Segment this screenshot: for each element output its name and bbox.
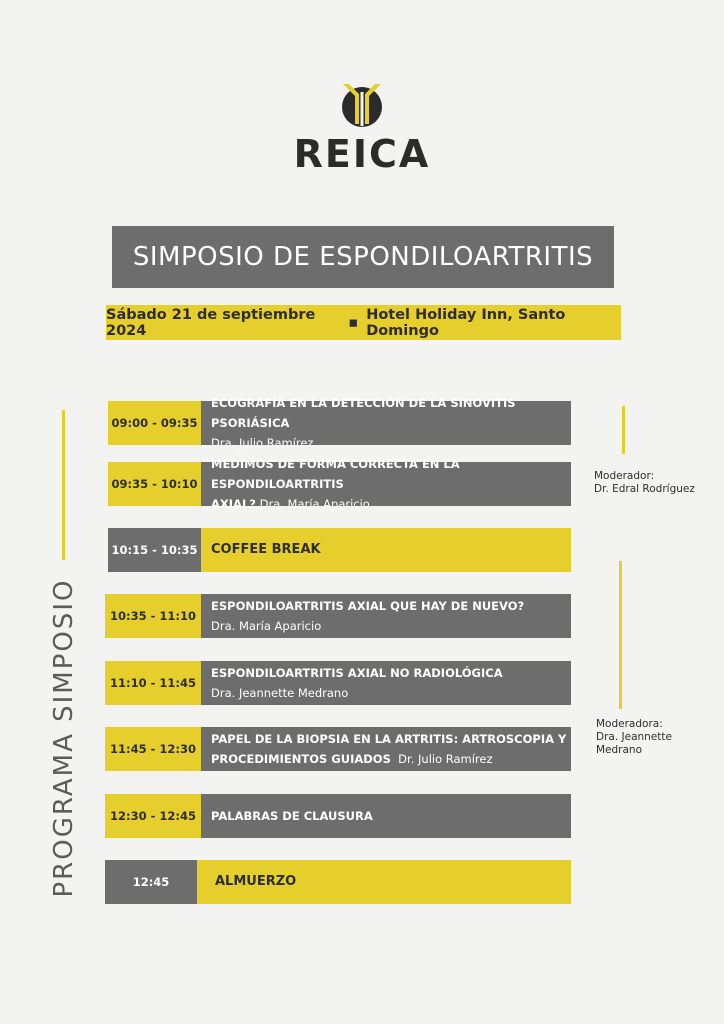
session-title: COFFEE BREAK xyxy=(211,542,321,557)
session-speaker: Dra. Julio Ramírez xyxy=(211,436,314,450)
session-title: ESPONDILOARTRITIS AXIAL NO RADIOLÓGICA xyxy=(211,666,503,680)
schedule-time: 10:15 - 10:35 xyxy=(108,528,201,572)
page-title: SIMPOSIO DE ESPONDILOARTRITIS xyxy=(112,226,614,288)
schedule-content xyxy=(197,860,571,904)
schedule-row xyxy=(108,457,571,511)
event-info xyxy=(106,305,621,340)
schedule-row xyxy=(105,661,571,705)
schedule-content xyxy=(201,727,571,771)
session-title-cont: AXIAL? xyxy=(211,497,256,511)
session-title: ALMUERZO xyxy=(215,874,297,889)
schedule-row xyxy=(105,860,571,904)
event-venue: Hotel Holiday Inn, Santo Domingo xyxy=(366,306,566,339)
schedule-time: 12:30 - 12:45 xyxy=(105,794,201,838)
session-speaker: Dra. María Aparicio xyxy=(211,619,322,633)
session-title: ECOGRAFÍA EN LA DETECCIÓN DE LA SINOVITIS PSORIÁSICA xyxy=(211,396,516,430)
schedule-content xyxy=(201,396,571,450)
schedule-row xyxy=(105,594,571,638)
reica-emblem-icon xyxy=(337,78,387,128)
schedule-content xyxy=(201,457,571,511)
moderator-2 xyxy=(596,718,672,757)
moderator-name: Dr. Edral Rodríguez xyxy=(594,483,695,495)
session-title: PAPEL DE LA BIOPSIA EN LA ARTRITIS: ARTROSCOPIA Y xyxy=(211,732,567,746)
event-date: Sábado 21 de septiembre 2024 xyxy=(106,306,316,339)
side-title: PROGRAMA SIMPOSIO xyxy=(49,578,79,898)
schedule-time: 12:45 xyxy=(105,860,197,904)
schedule-time: 09:35 - 10:10 xyxy=(108,462,201,506)
session-title: MEDIMOS DE FORMA CORRECTA EN LA ESPONDILOARTRITIS xyxy=(211,457,460,491)
schedule-time: 11:45 - 12:30 xyxy=(105,727,201,771)
schedule-time: 11:10 - 11:45 xyxy=(105,661,201,705)
moderator-line xyxy=(619,561,622,709)
moderator-label: Moderador: xyxy=(594,470,655,482)
schedule-content xyxy=(201,794,571,838)
moderator-name-line1: Dra. Jeannette xyxy=(596,731,672,743)
schedule-content xyxy=(201,594,571,638)
session-title-cont: PROCEDIMIENTOS GUIADOS xyxy=(211,752,391,766)
schedule-content xyxy=(201,661,571,705)
session-title: ESPONDILOARTRITIS AXIAL QUE HAY DE NUEVO? xyxy=(211,599,525,613)
schedule-content xyxy=(201,528,571,572)
session-speaker: Dra. María Aparicio xyxy=(259,497,370,511)
session-speaker: Dr. Julio Ramírez xyxy=(398,752,493,766)
schedule-row xyxy=(108,396,571,450)
moderator-label: Moderadora: xyxy=(596,718,663,730)
side-line xyxy=(62,410,65,560)
schedule-time: 10:35 - 11:10 xyxy=(105,594,201,638)
moderator-1 xyxy=(594,470,695,496)
brand-name: REICA xyxy=(293,132,431,176)
schedule-row xyxy=(105,727,571,771)
session-speaker: Dra. Jeannette Medrano xyxy=(211,686,349,700)
session-title: PALABRAS DE CLAUSURA xyxy=(211,809,373,823)
schedule-row xyxy=(105,794,571,838)
reica-logo xyxy=(0,78,724,176)
moderator-name-line2: Medrano xyxy=(596,744,643,756)
moderator-line xyxy=(622,406,625,454)
schedule-row xyxy=(108,528,571,572)
separator-icon: ▪ xyxy=(348,314,359,331)
schedule-time: 09:00 - 09:35 xyxy=(108,401,201,445)
